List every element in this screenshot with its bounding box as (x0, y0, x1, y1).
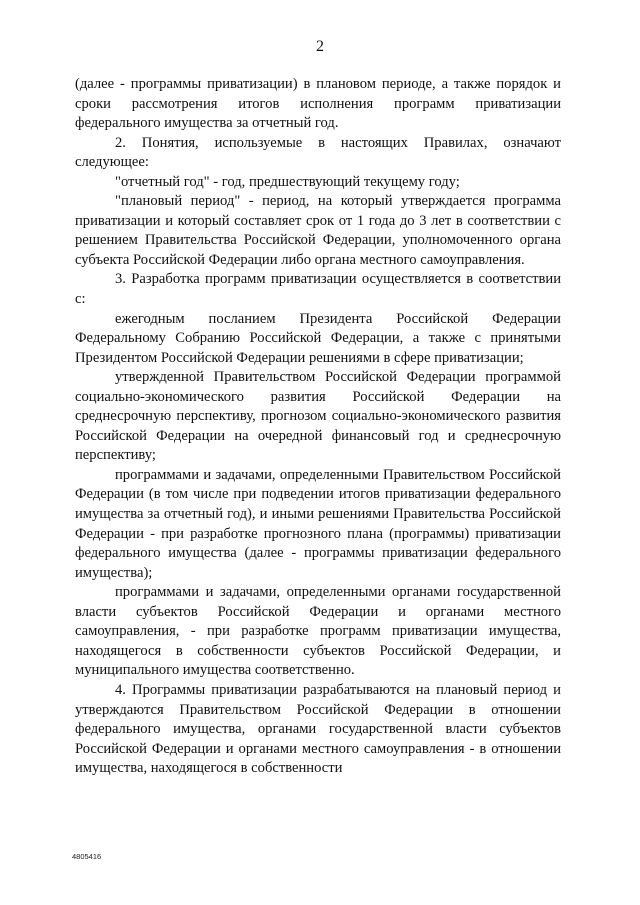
paragraph-definition-reporting-year: "отчетный год" - год, предшествующий текущему году; (115, 173, 460, 190)
paragraph-government-program: утвержденной Правительством Российской Федерации программой социально-экономического развития Российской Федерации на среднесрочную перспективу, прогнозом социально-экономического развития Российской Федерации на очередной финансовый год и среднесрочную перспективу; (75, 369, 561, 464)
document-body (75, 75, 561, 779)
paragraph-intro-continuation: (далее - программы приватизации) в плановом периоде, а также порядок и сроки рассмотрения итогов исполнения программ приватизации федерального имущества за отчетный год. (75, 76, 561, 132)
paragraph-regional-programs: программами и задачами, определенными органами государственной власти субъектов Российской Федерации и органами местного самоуправления, - при разработке программ приватизации имущества, находящегося в собственности субъектов Российской Федерации, и муниципального имущества соответственно. (75, 584, 561, 679)
paragraph-section-2: 2. Понятия, используемые в настоящих Правилах, означают следующее: (75, 134, 561, 171)
paragraph-section-3: 3. Разработка программ приватизации осуществляется в соответствии с: (75, 271, 561, 308)
page-number: 2 (316, 38, 324, 55)
document-code: 4805416 (72, 852, 102, 861)
paragraph-presidential-address: ежегодным посланием Президента Российской Федерации Федеральному Собранию Российской Федерации, а также с принятыми Президентом Российской Федерации решениями в сфере приватизации; (75, 310, 561, 366)
paragraph-section-4: 4. Программы приватизации разрабатываются на плановый период и утверждаются Правительством Российской Федерации в отношении федерального имущества, органами государственной власти субъектов Российской Федерации и органами местного самоуправления - в отношении имущества, находящегося в собственности (75, 681, 561, 777)
paragraph-definition-planning-period: "плановый период" - период, на который утверждается программа приватизации и который составляет срок от 1 года до 3 лет в соответствии с решением Правительства Российской Федерации, уполномоченного органа субъекта Российской Федерации либо органа местного самоуправления. (75, 193, 561, 268)
paragraph-federal-programs: программами и задачами, определенными Правительством Российской Федерации (в том числе при подведении итогов приватизации федерального имущества за отчетный год), и иными решениями Правительства Российской Федерации - при разработке прогнозного плана (программы) приватизации федерального имущества (далее - программы приватизации федерального имущества); (75, 466, 561, 581)
